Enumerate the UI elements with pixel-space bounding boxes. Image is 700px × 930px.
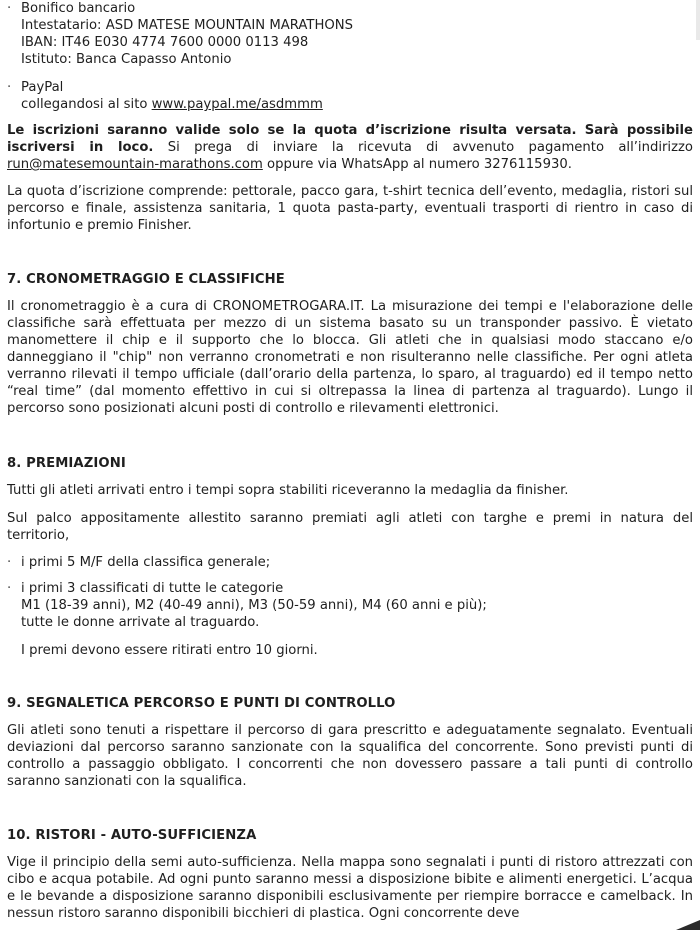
registration-text-a: Si prega di inviare la ricevuta di avvenuto pagamento all’indirizzo <box>153 140 693 155</box>
registration-email-link[interactable]: run@matesemountain-marathons.com <box>7 157 263 172</box>
section-7-title: 7. CRONOMETRAGGIO E CLASSIFICHE <box>7 272 285 287</box>
registration-text-b: oppure via WhatsApp al numero 3276115930. <box>262 157 572 172</box>
paypal-text: collegandosi al sito <box>21 97 152 112</box>
prize-categories-line-2: M1 (18-39 anni), M2 (40-49 anni), M3 (50-59 anni), M4 (60 anni e più); <box>21 598 487 613</box>
bank-transfer-title: Bonifico bancario <box>21 1 136 16</box>
section-8-note: I premi devono essere ritirati entro 10 giorni. <box>21 643 318 658</box>
section-9-body: Gli atleti sono tenuti a rispettare il percorso di gara prescritto e adeguatamente segnalato. Eventuali deviazioni dal percorso saranno sanzionate con la squalifica del concorrente. Sono previsti punti di controllo a passaggio obbligato. I concorrenti che non dovessero passare a tali punti di controllo saranno sanzionati con la squalifica. <box>7 723 693 789</box>
prize-general-text: i primi 5 M/F della classifica generale; <box>21 555 271 570</box>
page-edge-shadow <box>696 0 700 40</box>
bank-holder: Intestatario: ASD MATESE MOUNTAIN MARATHONS <box>21 18 353 33</box>
bank-transfer-item <box>7 0 693 68</box>
registration-bold-text: Le iscrizioni saranno valide solo se la quota d’iscrizione risulta versata. Sarà possibile iscriversi in loco. <box>7 123 693 155</box>
bank-institute: Istituto: Banca Capasso Antonio <box>21 52 232 67</box>
bullet-dot-icon: · <box>7 1 12 16</box>
section-8-title: 8. PREMIAZIONI <box>7 456 126 471</box>
paypal-line <box>21 96 693 113</box>
prize-categories-line-3: tutte le donne arrivate al traguardo. <box>21 615 260 630</box>
bullet-dot-icon: · <box>7 80 12 95</box>
page-corner-mark <box>676 920 700 930</box>
bullet-dot-icon: · <box>7 555 12 570</box>
paypal-link[interactable]: www.paypal.me/asdmmm <box>151 97 323 112</box>
paypal-title: PayPal <box>21 80 64 95</box>
paypal-item <box>7 79 693 113</box>
prize-categories-line-1: i primi 3 classificati di tutte le categorie <box>21 581 284 596</box>
section-10-body: Vige il principio della semi auto-sufficienza. Nella mappa sono segnalati i punti di ristoro attrezzati con cibo e acqua potabile. Ad ogni punto saranno messi a disposizione bibite e alimenti energetici. L’acqua e le bevande a disposizione saranno disponibili esclusivamente per riempire borracce e camelback. In nessun ristoro saranno disponibili bicchieri di plastica. Ogni concorrente deve <box>7 855 693 921</box>
bullet-dot-icon: · <box>7 581 12 596</box>
registration-paragraph <box>7 122 693 173</box>
bank-iban: IBAN: IT46 E030 4774 7600 0000 0113 498 <box>21 35 309 50</box>
section-7-body: Il cronometraggio è a cura di CRONOMETROGARA.IT. La misurazione dei tempi e l'elaborazione delle classifiche sarà effettuata per mezzo di un sistema basato su un transponder passivo. È vietato manomettere il chip e il supporto che lo blocca. Gli atleti che in qualsiasi modo staccano e/o danneggiano il "chip" non verranno cronometrati e non risulteranno nelle classifiche. Per ogni atleta verranno rilevati il tempo ufficiale (dall’orario della partenza, lo sparo, al traguardo) ed il tempo netto “real time” (dal momento effettivo in cui si oltrepassa la linea di partenza al traguardo). Lungo il percorso sono posizionati alcuni posti di controllo e rilevamenti elettronici. <box>7 299 693 416</box>
prize-item-categories <box>7 580 693 631</box>
section-8-podium: Sul palco appositamente allestito saranno premiati agli atleti con targhe e premi in natura del territorio, <box>7 511 693 543</box>
section-8-intro: Tutti gli atleti arrivati entro i tempi sopra stabiliti riceveranno la medaglia da finisher. <box>7 483 569 498</box>
fee-includes-paragraph: La quota d’iscrizione comprende: pettorale, pacco gara, t-shirt tecnica dell’evento, medaglia, ristori sul percorso e finale, assistenza sanitaria, 1 quota pasta-party, eventuali trasporti di rientro in caso di infortunio e premio Finisher. <box>7 184 693 233</box>
section-9-title: 9. SEGNALETICA PERCORSO E PUNTI DI CONTROLLO <box>7 696 396 711</box>
section-10-title: 10. RISTORI - AUTO-SUFFICIENZA <box>7 828 257 843</box>
prize-item-general <box>7 554 693 571</box>
